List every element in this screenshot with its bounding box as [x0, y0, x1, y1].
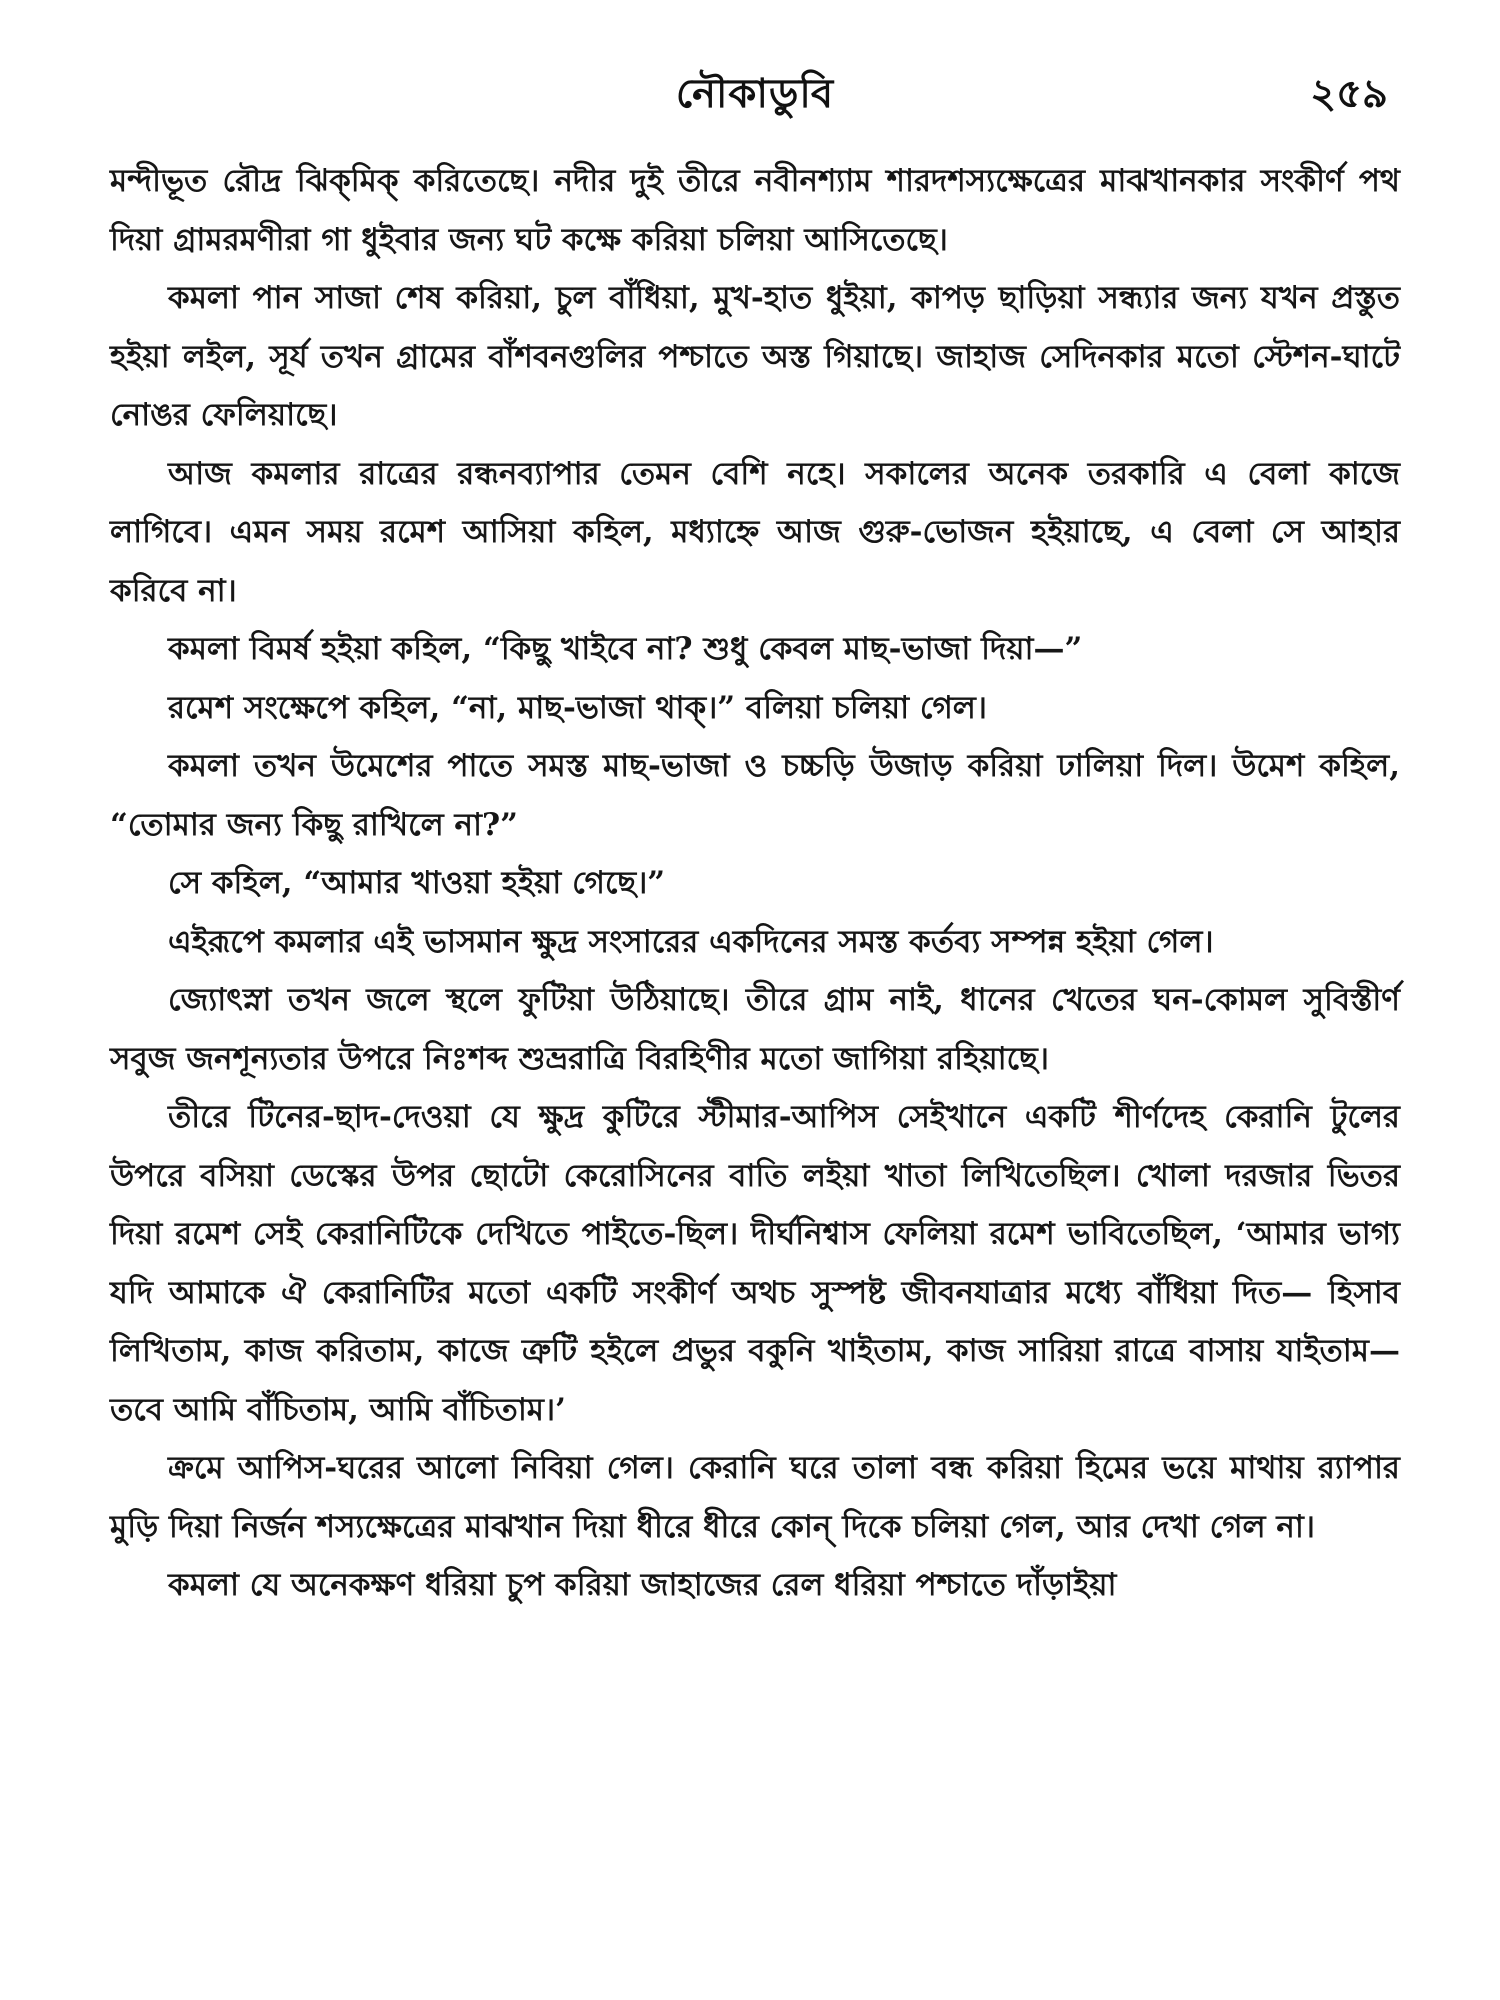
paragraph: কমলা পান সাজা শেষ করিয়া, চুল বাঁধিয়া, মুখ-হাত ধুইয়া, কাপড় ছাড়িয়া সন্ধ্যার জন্য যখন প্রস্তুত হইয়া লইল, সূর্য তখন গ্রামের বাঁশবনগুলির পশ্চাতে অস্ত গিয়াছে। জাহাজ সেদিনকার মতো স্টেশন-ঘাটে নোঙর ফেলিয়াছে। [110, 280, 1400, 433]
page-body [110, 152, 1400, 1615]
paragraph: কমলা যে অনেকক্ষণ ধরিয়া চুপ করিয়া জাহাজের রেল ধরিয়া পশ্চাতে দাঁড়াইয়া [168, 1567, 1117, 1603]
page-header [110, 62, 1400, 132]
paragraph: রমেশ সংক্ষেপে কহিল, “না, মাছ-ভাজা থাক্‌।” বলিয়া চলিয়া গেল। [168, 689, 987, 726]
paragraph: এইরূপে কমলার এই ভাসমান ক্ষুদ্র সংসারের একদিনের সমস্ত কর্তব্য সম্পন্ন হইয়া গেল। [168, 923, 1214, 960]
page-number: ২৫৯ [1310, 70, 1388, 117]
paragraph: কমলা বিমর্ষ হইয়া কহিল, “কিছু খাইবে না? শুধু কেবল মাছ-ভাজা দিয়া—” [168, 631, 1083, 667]
paragraph: ক্রমে আপিস-ঘরের আলো নিবিয়া গেল। কেরানি ঘরে তালা বন্ধ করিয়া হিমের ভয়ে মাথায় র‍্যাপার মুড়ি দিয়া নির্জন শস্যক্ষেত্রের মাঝখান দিয়া ধীরে ধীরে কোন্‌ দিকে চলিয়া গেল, আর দেখা গেল না। [110, 1450, 1400, 1545]
paragraph: তীরে টিনের-ছাদ-দেওয়া যে ক্ষুদ্র কুটিরে স্টীমার-আপিস সেইখানে একটি শীর্ণদেহ কেরানি টুলের উপরে বসিয়া ডেস্কের উপর ছোটো কেরোসিনের বাতি লইয়া খাতা লিখিতেছিল। খোলা দরজার ভিতর দিয়া রমেশ সেই কেরানিটিকে দেখিতে পাইতে-ছিল। দীর্ঘনিশ্বাস ফেলিয়া রমেশ ভাবিতেছিল, ‘আমার ভাগ্য যদি আমাকে ঐ কেরানিটির মতো একটি সংকীর্ণ অথচ সুস্পষ্ট জীবনযাত্রার মধ্যে বাঁধিয়া দিত— হিসাব লিখিতাম, কাজ করিতাম, কাজে ত্রুটি হইলে প্রভুর বকুনি খাইতাম, কাজ সারিয়া রাত্রে বাসায় যাইতাম— তবে আমি বাঁচিতাম, আমি বাঁচিতাম।’ [110, 1099, 1400, 1428]
running-title: নৌকাডুবি [675, 70, 835, 117]
paragraph: সে কহিল, “আমার খাওয়া হইয়া গেছে।” [168, 865, 666, 901]
paragraph: কমলা তখন উমেশের পাতে সমস্ত মাছ-ভাজা ও চচ্চড়ি উজাড় করিয়া ঢালিয়া দিল। উমেশ কহিল, “তোমার জন্য কিছু রাখিলে না?” [110, 748, 1400, 843]
paragraph: আজ কমলার রাত্রের রন্ধনব্যাপার তেমন বেশি নহে। সকালের অনেক তরকারি এ বেলা কাজে লাগিবে। এমন সময় রমেশ আসিয়া কহিল, মধ্যাহ্নে আজ গুরু-ভোজন হইয়াছে, এ বেলা সে আহার করিবে না। [110, 455, 1400, 609]
paragraph: মন্দীভূত রৌদ্র ঝিক্‌মিক্‌ করিতেছে। নদীর দুই তীরে নবীনশ্যাম শারদশস্যক্ষেত্রের মাঝখানকার সংকীর্ণ পথ দিয়া গ্রামরমণীরা গা ধুইবার জন্য ঘট কক্ষে করিয়া চলিয়া আসিতেছে। [110, 163, 1400, 258]
paragraph: জ্যোৎস্না তখন জলে স্থলে ফুটিয়া উঠিয়াছে। তীরে গ্রাম নাই, ধানের খেতের ঘন-কোমল সুবিস্তীর্ণ সবুজ জনশূন্যতার উপরে নিঃশব্দ শুভ্ররাত্রি বিরহিণীর মতো জাগিয়া রহিয়াছে। [110, 982, 1400, 1077]
